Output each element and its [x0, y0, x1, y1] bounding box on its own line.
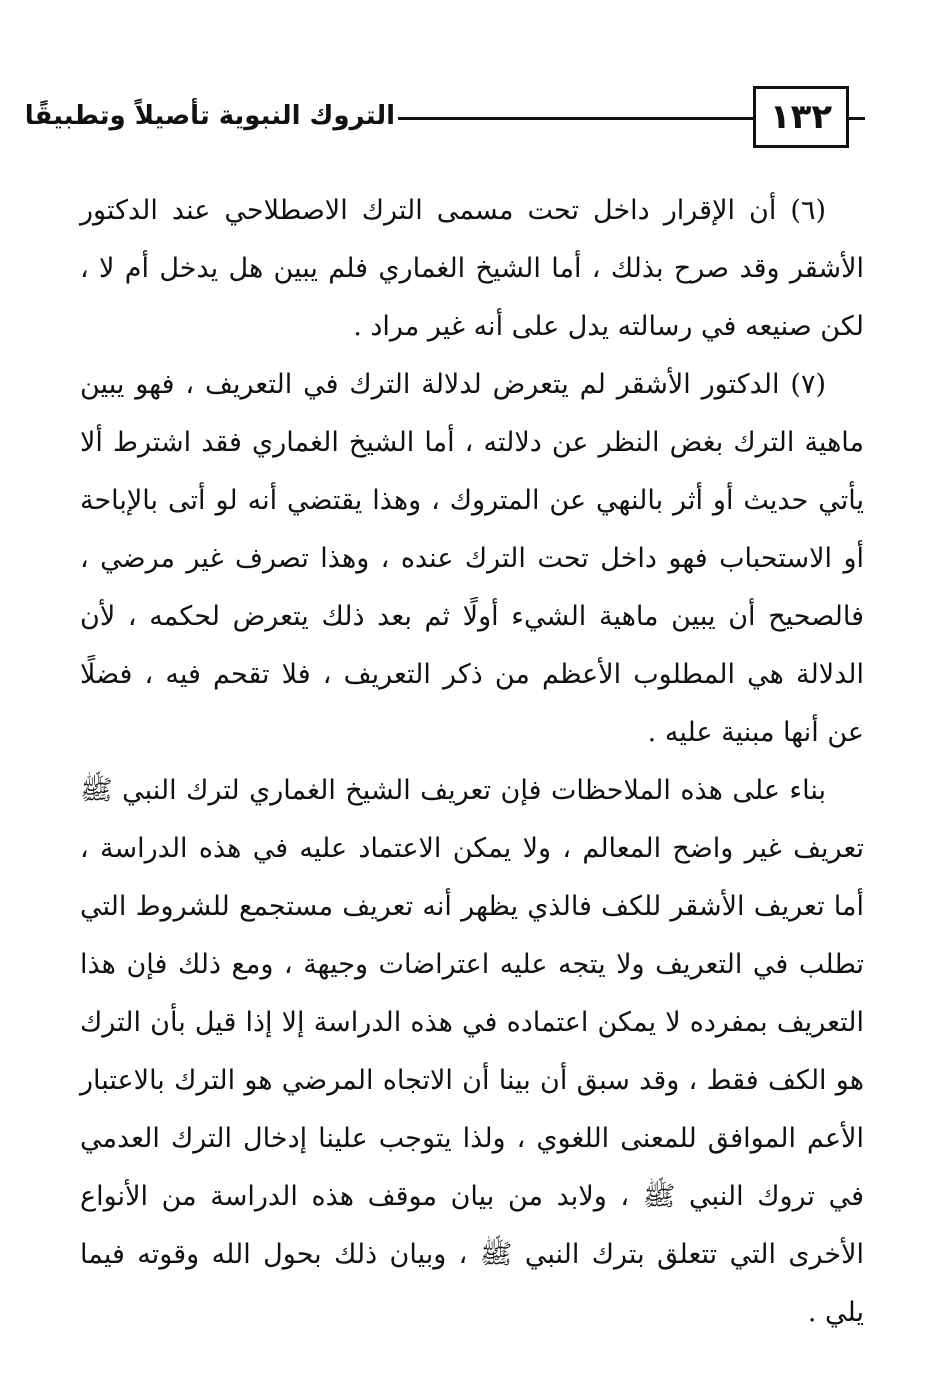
paragraph-conclusion: بناء على هذه الملاحظات فإن تعريف الشيخ الغماري لترك النبي ﷺ تعريف غير واضح المعالم ، ولا يمكن الاعتماد عليه في هذه الدراسة ، أما تعريف الأشقر للكف فالذي يظهر أنه تعريف مستجمع للشروط التي تطلب في التعريف ولا يتجه عليه اعتراضات وجيهة ، ومع ذلك فإن هذا التعريف بمفرده لا يمكن اعتماده في هذه الدراسة إلا إذا قيل بأن الترك هو الكف فقط ، وقد سبق أن بينا أن الاتجاه المرضي هو الترك بالاعتبار الأعم الموافق للمعنى اللغوي ، ولذا يتوجب علينا إدخال الترك العدمي في تروك النبي ﷺ ، ولابد من بيان موقف هذه الدراسة من الأنواع الأخرى التي تتعلق بترك النبي ﷺ ، وبيان ذلك بحول الله وقوته فيما يلي . — [80, 775, 864, 1328]
book-title: التروك النبوية تأصيلاً وتطبيقًا — [24, 101, 395, 131]
header-rule — [398, 117, 753, 120]
paragraph-6: (٦) أن الإقرار داخل تحت مسمى الترك الاصطلاحي عند الدكتور الأشقر وقد صرح بذلك ، أما الشيخ الغماري فلم يبين هل يدخل أم لا ، لكن صنيعه في رسالته يدل على أنه غير مراد . — [80, 195, 864, 342]
page-body — [80, 182, 864, 1342]
header-rule-right — [849, 117, 865, 120]
page-number: ١٣٢ — [753, 86, 849, 148]
paragraph-7: (٧) الدكتور الأشقر لم يتعرض لدلالة الترك في التعريف ، فهو يبين ماهية الترك بغض النظر عن دلالته ، أما الشيخ الغماري فقد اشترط ألا يأتي حديث أو أثر بالنهي عن المتروك ، وهذا يقتضي أنه لو أتى بالإباحة أو الاستحباب فهو داخل تحت الترك عنده ، وهذا تصرف غير مرضي ، فالصحيح أن يبين ماهية الشيء أولًا ثم بعد ذلك يتعرض لحكمه ، لأن الدلالة هي المطلوب الأعظم من ذكر التعريف ، فلا تقحم فيه ، فضلًا عن أنها مبنية عليه . — [80, 369, 864, 748]
page-header — [24, 84, 864, 156]
